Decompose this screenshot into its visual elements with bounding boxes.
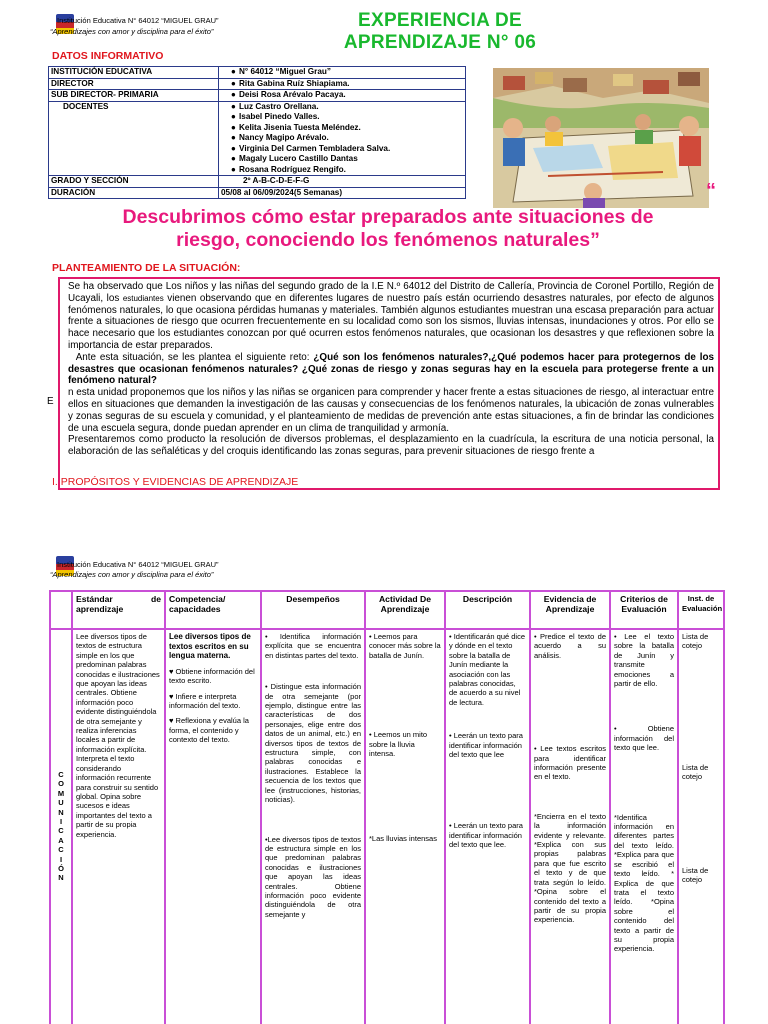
docente-item: ● Nancy Magipo Arévalo. [231,133,329,142]
info-value: 05/08 al 06/09/2024(5 Semanas) [219,187,466,199]
instrumento-item: Lista de cotejo [682,632,709,651]
actividades-cell [365,629,445,1024]
situation-paragraph-4: Presentaremos como producto la resolución de diversos problemas, el desplazamiento en la cuadrícula, la escritura de una noticia personal, la elaboración de las señaléticas y del croquis identificando las zonas seguras, para prevenir situaciones de riesgo frente a [68,434,714,458]
institution-motto: “Aprendizajes con amor y disciplina para el éxito” [50,570,214,579]
criterio-item: • Obtiene información del texto que lee. [614,724,674,753]
docente-item: ● Rosana Rodríguez Rengifo. [231,164,346,174]
actividad-item: • Leemos un mito sobre la lluvia intensa. [369,730,428,759]
illustration-image [493,68,709,208]
desempeno-item: • Identifica información explícita que se encuentra en distintas partes del texto. [265,632,361,660]
docente-item: ● Isabel Pinedo Valles. [231,112,320,121]
info-row-docentes [49,101,466,176]
info-label: DURACIÓN [49,187,219,199]
situation-paragraph-2: Ante esta situación, se les plantea el siguiente reto: ¿Qué son los fenómenos naturales?,¿Qué podemos hacer para protegernos de los desastres que ocasionan fenómenos naturales? ¿Qué zonas de riesgo y zonas seguras hay en la escuela para protegerse frente a un fenómeno natural? [68,351,714,387]
descripcion-item: • Leerán un texto para identificar información del texto que lee. [449,821,523,850]
main-title-line1: Descubrimos cómo estar preparados ante situaciones de [122,206,654,228]
header-area [50,591,72,629]
instrumento-item: Lista de cotejo [682,762,709,782]
info-row [49,187,466,199]
experience-title-line1: EXPERIENCIA DE [358,10,522,31]
area-comunicacion: C O M U N I C A C I Ó N [50,629,72,1024]
title-open-quote: “ [706,180,716,202]
descripcion-cell [445,629,530,1024]
header-desempenos: Desempeños [261,591,365,629]
info-label: SUB DIRECTOR- PRIMARIA [49,90,219,102]
planning-row-comunicacion [50,629,724,1024]
datos-title: DATOS INFORMATIVO [52,50,164,62]
desempenos-cell [261,629,365,1024]
info-label-docentes: DOCENTES [49,101,219,176]
header-criterios: Criterios de Evaluación [610,591,678,629]
info-label: DIRECTOR [49,78,219,90]
info-value: 2º A-B-C-D-E-F-G [219,176,466,188]
institution-motto: “Aprendizajes con amor y disciplina para el éxito” [50,27,214,36]
criterio-item: *Identifica información en diferentes partes del texto leído. *Explica para que se escribió el texto leído. * Explica de que trata el texto leído. *Opina sobre el contenido del texto a partir de su propia experiencia. [614,812,674,954]
experience-title [320,10,560,54]
descripcion-item: • Leerán un texto para identificar información del texto que lee [449,731,523,760]
instrumento-item: Lista de cotejo [682,865,709,885]
info-row [49,67,466,79]
propositos-title: I. PROPÓSITOS Y EVIDENCIAS DE APRENDIZAJE [52,476,299,488]
header-estandar: Estándar de aprendizaje [72,591,165,629]
info-row [49,78,466,90]
docente-item: ● Luz Castro Orellana. [231,101,319,111]
institution-name: Institución Educativa N° 64012 “MIGUEL GRAU” [57,16,219,25]
competencia-title: Lee diversos tipos de textos escritos en su lengua materna. [169,632,251,661]
info-value: ● N° 64012 “Miguel Grau” [219,67,466,79]
competencia-cell [165,629,261,1024]
criterios-cell [610,629,678,1024]
actividad-item: *Las lluvias intensas [369,834,437,844]
criterio-item: • Lee el texto sobre la batalla de Junín y transmite emociones a partir de ello. [614,632,674,689]
info-value: ● Rita Gabina Ruíz Shiapiama. [219,78,466,90]
instrumentos-cell [678,629,724,1024]
info-label: INSTITUCIÓN EDUCATIVA [49,67,219,79]
estandar-text: Lee diversos tipos de textos de estructura simple en los que predominan palabras conocidas e ilustraciones que apoyan las ideas centrales. Obtiene información poco evidente distinguiéndola de otra semejante y realiza inferencias locales a partir de información explícita. Interpreta el texto considerando información recurrente para construir su sentido global. Opina sobre sucesos e ideas importantes del texto a partir de su propia experiencia. [72,629,165,1024]
situation-paragraph-1: Se ha observado que Los niños y las niñas del segundo grado de la I.E N.º 64012 del Distrito de Callería, Provincia de Coronel Portillo, Región de Ucayali, los estudiantes vienen observando que en diferentes lugares de nuestro país están ocurriendo desastres naturales, por efecto de algunos fenómenos naturales, lo que ocasiona pérdidas humanas y materiales. También algunos estudiantes muestran una escasa preparación para actuar frente a situaciones de riesgo que ocurren frecuentemente en su localidad como son los sismos, lluvias intensas, inundaciones y otros. Por ello se hace necesario que los estudiantes conozcan por qué ocurren estos fenómenos naturales, que ocasionan los desastres y que reflexionen sobre la importancia de estar preparados. [68,281,714,351]
capacidad-item: ♥ Obtiene información del texto escrito. [169,666,255,686]
situation-title: PLANTEAMIENTO DE LA SITUACIÓN: [52,262,241,274]
docente-item: ● Kelita Jisenia Tuesta Meléndez. [231,122,361,132]
paragraph-initial-letter: E [47,396,54,407]
planning-table [49,590,725,1024]
situation-paragraph-3: n esta unidad proponemos que los niños y las niñas se organicen para comprender y hacer frente a estas situaciones de riesgo, al interactuar entre ellos en situaciones que demanden la investigación de las causas y consecuencias de los fenómenos naturales, la ubicación de zonas vulnerables y zonas seguras de su escuela y comunidad, y el planteamiento de medidas de prevención ante estas situaciones, a fin de brindar las condiciones de una escuela segura, donde puedan aprender en un clima de tranquilidad y armonía. [68,387,714,434]
info-row [49,176,466,188]
info-table [48,66,466,199]
experience-main-title [48,206,728,252]
docente-item: ● Virginia Del Carmen Tembladera Salva. [231,143,391,153]
actividad-item: • Leemos para conocer más sobre la batalla de Junín. [369,632,441,660]
header-evidencia: Evidencia de Aprendizaje [530,591,610,629]
capacidad-item: ♥ Infiere e interpreta información del texto. [169,691,241,710]
header-instrumento: Inst. de Evaluación [678,591,724,629]
experience-title-line2: APRENDIZAJE N° 06 [343,32,537,53]
evidencia-item: • Predice el texto de acuerdo a su análisis. [534,632,606,660]
desempeno-item: •Lee diversos tipos de textos de estructura simple en los que predominan palabras conocidas e ilustraciones que apoyan las ideas centrales. Obtiene información poco evidente distinguiéndola de otra semejante y [265,834,361,919]
institution-name: Institución Educativa N° 64012 “MIGUEL GRAU” [57,560,219,569]
info-value: ● Deisi Rosa Arévalo Pacaya. [219,90,466,102]
evidencia-cell [530,629,610,1024]
situation-box [58,277,720,490]
header-competencia: Competencia/ capacidades [165,591,261,629]
capacidad-item: ♥ Reflexiona y evalúa la forma, el contenido y contexto del texto. [169,716,249,745]
info-row [49,90,466,102]
main-title-line2: riesgo, conociendo los fenómenos naturales” [176,229,600,251]
header-descripcion: Descripción [445,591,530,629]
evidencia-item: *Encierra en el texto la información evidente y relevante. *Explica con sus propias palabras para que fue escrito el texto y de que trata según lo leído. *Opina sobre el contenido del texto a partir de su propia experiencia. [534,811,606,925]
desempeno-item: • Distingue esta información de otra semejante (por ejemplo, distingue entre las características de dos personajes, elige entre dos datos de un animal, etc.) en diversos tipos de textos de estructura simple, con palabras conocidas e ilustraciones. Establece la secuencia de los textos que lee (instrucciones, historias, noticias). [265,682,361,805]
docentes-list [219,101,466,176]
header-actividad: Actividad De Aprendizaje [365,591,445,629]
descripcion-item: • Identificarán qué dice y dónde en el texto sobre la batalla de Junín mediante la asociación con las palabras conocidas, de acuerdo a su nivel de lectura. [449,632,526,707]
evidencia-item: • Lee textos escritos para identificar información presente en el texto. [534,744,606,782]
docente-item: ● Magaly Lucero Castillo Dantas [231,154,358,163]
planning-header-row [50,591,724,629]
info-label: GRADO Y SECCIÓN [49,176,219,188]
